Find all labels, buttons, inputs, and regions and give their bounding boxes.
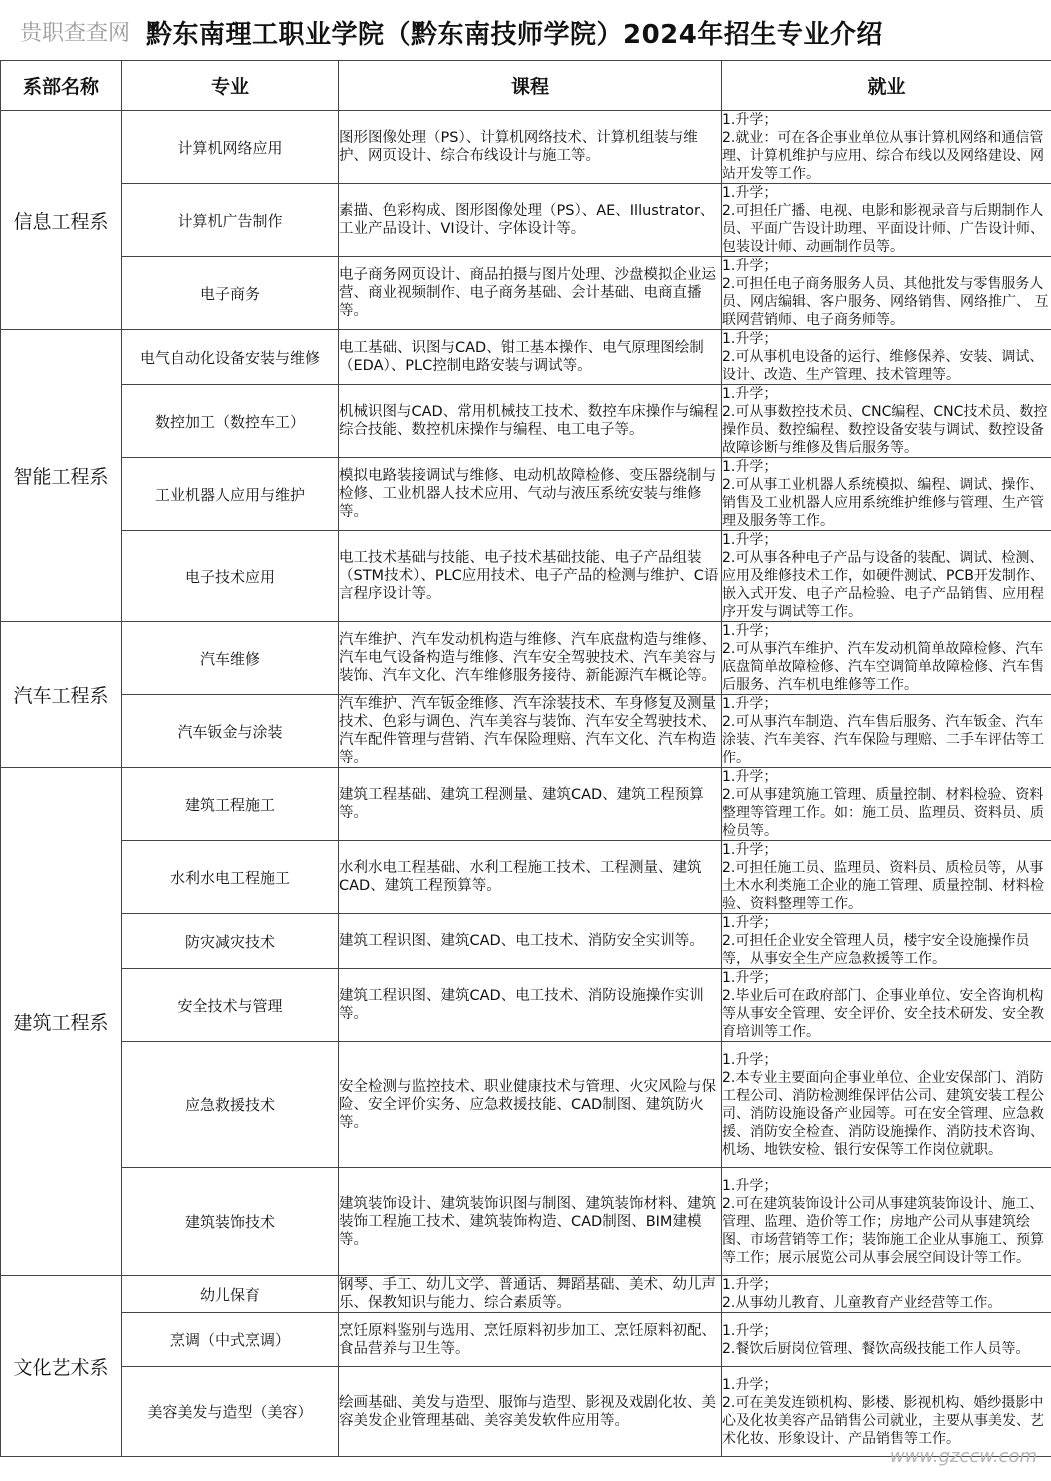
major-cell: 烹调（中式烹调） xyxy=(122,1313,339,1367)
major-cell: 计算机广告制作 xyxy=(122,184,339,257)
table-row xyxy=(1,330,1051,385)
header-job: 就业 xyxy=(722,61,1051,111)
course-cell: 建筑装饰设计、建筑装饰识图与制图、建筑装饰材料、建筑装饰工程施工技术、建筑装饰构造、CAD制图、BIM建模等。 xyxy=(339,1168,722,1276)
job-line: 2.毕业后可在政府部门、企事业单位、安全咨询机构等从事安全管理、安全评价、安全技术研发、安全教育培训等工作。 xyxy=(722,988,1044,1040)
course-cell: 电工基础、识图与CAD、钳工基本操作、电气原理图绘制（EDA）、PLC控制电路安装与调试等。 xyxy=(339,330,722,385)
major-cell: 应急救援技术 xyxy=(122,1042,339,1168)
job-line: 2.本专业主要面向企事业单位、企业安保部门、消防工程公司、消防检测维保评估公司、建筑安装工程公司、消防设施设备产业园等。可在安全管理、应急救援、消防安全检查、消防设施操作、消防技术咨询、机场、地铁安检、银行安保等工作岗位就职。 xyxy=(722,1069,1044,1158)
table-row xyxy=(1,695,1051,768)
job-line: 1.升学； xyxy=(722,915,778,931)
job-cell xyxy=(722,184,1051,257)
job-line: 1.升学； xyxy=(722,842,778,858)
major-cell: 电子技术应用 xyxy=(122,531,339,622)
course-cell: 绘画基础、美发与造型、服饰与造型、影视及戏剧化妆、美容美发企业管理基础、美容美发软件应用等。 xyxy=(339,1367,722,1457)
job-line: 2.就业：可在各企事业单位从事计算机网络和通信管理、计算机维护与应用、综合布线以及网络建设、网站开发等工作。 xyxy=(722,130,1044,182)
job-cell xyxy=(722,385,1051,458)
header-department: 系部名称 xyxy=(1,61,122,111)
course-cell: 水利水电工程基础、水利工程施工技术、工程测量、建筑CAD、建筑工程预算等。 xyxy=(339,841,722,914)
job-line: 1.升学； xyxy=(722,258,778,274)
course-cell: 电子商务网页设计、商品拍摄与图片处理、沙盘模拟企业运营、商业视频制作、电子商务基础、会计基础、电商直播等。 xyxy=(339,257,722,330)
header-course: 课程 xyxy=(339,61,722,111)
table-row xyxy=(1,1042,1051,1168)
job-line: 1.升学； xyxy=(722,112,778,128)
majors-table xyxy=(0,60,1051,1457)
watermark-bottom: www.gzccw.com xyxy=(889,1446,1037,1467)
job-line: 2.可在美发连锁机构、影楼、影视机构、婚纱摄影中心及化妆美容产品销售公司就业，主要从事美发、艺术化妆、形象设计、产品销售等工作。 xyxy=(722,1394,1044,1447)
department-cell: 建筑工程系 xyxy=(1,768,122,1276)
table-row xyxy=(1,914,1051,969)
course-cell: 建筑工程识图、建筑CAD、电工技术、消防设施操作实训等。 xyxy=(339,969,722,1042)
job-line: 2.可担任施工员、监理员、资料员、质检员等，从事土木水利类施工企业的施工管理、质量控制、材料检验、资料整理等工作。 xyxy=(722,860,1044,912)
job-line: 2.可从事建筑施工管理、质量控制、材料检验、资料整理等管理工作。如：施工员、监理员、资料员、质检员等。 xyxy=(722,787,1044,839)
header-major: 专业 xyxy=(122,61,339,111)
job-cell xyxy=(722,330,1051,385)
major-cell: 防灾减灾技术 xyxy=(122,914,339,969)
course-cell: 建筑工程基础、建筑工程测量、建筑CAD、建筑工程预算等。 xyxy=(339,768,722,841)
job-line: 1.升学； xyxy=(722,623,778,639)
major-cell: 美容美发与造型（美容） xyxy=(122,1367,339,1457)
job-line: 1.升学； xyxy=(722,1051,778,1068)
job-line: 2.可从事汽车维护、汽车发动机简单故障检修、汽车底盘简单故障检修、汽车空调简单故障检修、汽车售后服务、汽车机电维修等工作。 xyxy=(722,641,1044,693)
job-line: 1.升学； xyxy=(722,970,778,986)
course-cell: 机械识图与CAD、常用机械技工技术、数控车床操作与编程综合技能、数控机床操作与编程、电工电子等。 xyxy=(339,385,722,458)
job-cell xyxy=(722,1042,1051,1168)
table-row xyxy=(1,1367,1051,1457)
job-line: 2.可担任电子商务服务人员、其他批发与零售服务人员、网店编辑、客户服务、网络销售、网络推广、 互联网营销师、电子商务师等。 xyxy=(722,276,1049,328)
department-cell: 智能工程系 xyxy=(1,330,122,622)
major-cell: 建筑工程施工 xyxy=(122,768,339,841)
header-row xyxy=(1,61,1051,111)
job-cell xyxy=(722,622,1051,695)
job-cell xyxy=(722,841,1051,914)
table-row xyxy=(1,622,1051,695)
course-cell: 素描、色彩构成、图形图像处理（PS）、AE、Illustrator、工业产品设计、VI设计、字体设计等。 xyxy=(339,184,722,257)
job-cell xyxy=(722,1367,1051,1457)
job-line: 2.可从事工业机器人系统模拟、编程、调试、操作、销售及工业机器人应用系统维护维修与管理、生产管理及服务等工作。 xyxy=(722,477,1044,529)
department-cell: 信息工程系 xyxy=(1,111,122,330)
major-cell: 工业机器人应用与维护 xyxy=(122,458,339,531)
major-cell: 水利水电工程施工 xyxy=(122,841,339,914)
job-cell xyxy=(722,1276,1051,1313)
major-cell: 汽车钣金与涂装 xyxy=(122,695,339,768)
department-cell: 文化艺术系 xyxy=(1,1276,122,1457)
table-row xyxy=(1,1276,1051,1313)
table-row xyxy=(1,841,1051,914)
job-line: 2.可在建筑装饰设计公司从事建筑装饰设计、施工、管理、监理、造价等工作；房地产公司从事建筑绘图、市场营销等工作；装饰施工企业从事施工、预算等工作；展示展览公司从事会展空间设计等工作。 xyxy=(722,1195,1044,1266)
job-line: 2.可担任广播、电视、电影和影视录音与后期制作人员、平面广告设计助理、平面设计师、广告设计师、包装设计师、动画制作员等。 xyxy=(722,203,1044,255)
course-cell: 模拟电路装接调试与维修、电动机故障检修、变压器绕制与检修、工业机器人技术应用、气动与液压系统安装与维修等。 xyxy=(339,458,722,531)
table-row xyxy=(1,1313,1051,1367)
course-cell: 安全检测与监控技术、职业健康技术与管理、火灾风险与保险、安全评价实务、应急救援技能、CAD制图、建筑防火等。 xyxy=(339,1042,722,1168)
table-body xyxy=(1,111,1051,1457)
job-line: 1.升学； xyxy=(722,696,778,712)
job-cell xyxy=(722,111,1051,184)
job-line: 1.升学； xyxy=(722,1277,778,1293)
job-line: 1.升学； xyxy=(722,1177,778,1194)
job-line: 2.可从事各种电子产品与设备的装配、调试、检测、应用及维修技术工作，如硬件测试、PCB开发制作、嵌入式开发、电子产品检验、电子产品销售、应用程序开发与调试等工作。 xyxy=(722,550,1044,620)
department-cell: 汽车工程系 xyxy=(1,622,122,768)
major-cell: 建筑装饰技术 xyxy=(122,1168,339,1276)
job-line: 1.升学； xyxy=(722,1322,778,1339)
course-cell: 图形图像处理（PS）、计算机网络技术、计算机组装与维护、网页设计、综合布线设计与施工等。 xyxy=(339,111,722,184)
table-row xyxy=(1,184,1051,257)
job-cell xyxy=(722,969,1051,1042)
table-row xyxy=(1,969,1051,1042)
job-line: 1.升学； xyxy=(722,1376,778,1393)
watermark-top: 贵职查查网 xyxy=(20,21,131,46)
job-cell xyxy=(722,1313,1051,1367)
course-cell: 汽车维护、汽车发动机构造与维修、汽车底盘构造与维修、汽车电气设备构造与维修、汽车安全驾驶技术、汽车美容与装饰、汽车文化、汽车维修服务接待、新能源汽车概论等。 xyxy=(339,622,722,695)
course-cell: 建筑工程识图、建筑CAD、电工技术、消防安全实训等。 xyxy=(339,914,722,969)
course-cell: 电工技术基础与技能、电子技术基础技能、电子产品组装（STM技术）、PLC应用技术、电子产品的检测与维护、C语言程序设计等。 xyxy=(339,531,722,622)
job-line: 1.升学； xyxy=(722,532,778,548)
job-cell xyxy=(722,695,1051,768)
table-row xyxy=(1,385,1051,458)
table-row xyxy=(1,531,1051,622)
major-cell: 电子商务 xyxy=(122,257,339,330)
major-cell: 汽车维修 xyxy=(122,622,339,695)
table-row xyxy=(1,458,1051,531)
job-line: 2.可从事汽车制造、汽车售后服务、汽车钣金、汽车涂装、汽车美容、汽车保险与理赔、二手车评估等工作。 xyxy=(722,714,1044,766)
course-cell: 汽车维护、汽车钣金维修、汽车涂装技术、车身修复及测量技术、色彩与调色、汽车美容与装饰、汽车安全驾驶技术、汽车配件管理与营销、汽车保险理赔、汽车文化、汽车构造等。 xyxy=(339,695,722,768)
major-cell: 安全技术与管理 xyxy=(122,969,339,1042)
job-cell xyxy=(722,1168,1051,1276)
job-line: 2.餐饮后厨岗位管理、餐饮高级技能工作人员等。 xyxy=(722,1340,1030,1357)
major-cell: 电气自动化设备安装与维修 xyxy=(122,330,339,385)
job-line: 1.升学； xyxy=(722,331,778,347)
job-line: 2.可从事数控技术员、CNC编程、CNC技术员、数控操作员、数控编程、数控设备安装与调试、数控设备故障诊断与维修及售后服务等。 xyxy=(722,404,1048,456)
job-cell xyxy=(722,458,1051,531)
job-line: 1.升学； xyxy=(722,459,778,475)
job-line: 1.升学； xyxy=(722,769,778,785)
table-row xyxy=(1,1168,1051,1276)
job-line: 1.升学； xyxy=(722,386,778,402)
page-title: 黔东南理工职业学院（黔东南技师学院）2024年招生专业介绍 xyxy=(146,20,883,50)
major-cell: 数控加工（数控车工） xyxy=(122,385,339,458)
job-line: 2.可担任企业安全管理人员，楼宇安全设施操作员等，从事安全生产应急救援等工作。 xyxy=(722,933,1030,967)
job-line: 2.可从事机电设备的运行、维修保养、安装、调试、设计、改造、生产管理、技术管理等。 xyxy=(722,349,1044,383)
major-cell: 幼儿保育 xyxy=(122,1276,339,1313)
job-cell xyxy=(722,531,1051,622)
major-cell: 计算机网络应用 xyxy=(122,111,339,184)
table-row xyxy=(1,111,1051,184)
table-row xyxy=(1,768,1051,841)
job-cell xyxy=(722,914,1051,969)
job-cell xyxy=(722,257,1051,330)
job-line: 1.升学； xyxy=(722,185,778,201)
table-row xyxy=(1,257,1051,330)
course-cell: 钢琴、手工、幼儿文学、普通话、舞蹈基础、美术、幼儿声乐、保教知识与能力、综合素质等。 xyxy=(339,1276,722,1313)
job-line: 2.从事幼儿教育、儿童教育产业经营等工作。 xyxy=(722,1295,1002,1311)
job-cell xyxy=(722,768,1051,841)
course-cell: 烹饪原料鉴别与选用、烹饪原料初步加工、烹饪原料初配、食品营养与卫生等。 xyxy=(339,1313,722,1367)
